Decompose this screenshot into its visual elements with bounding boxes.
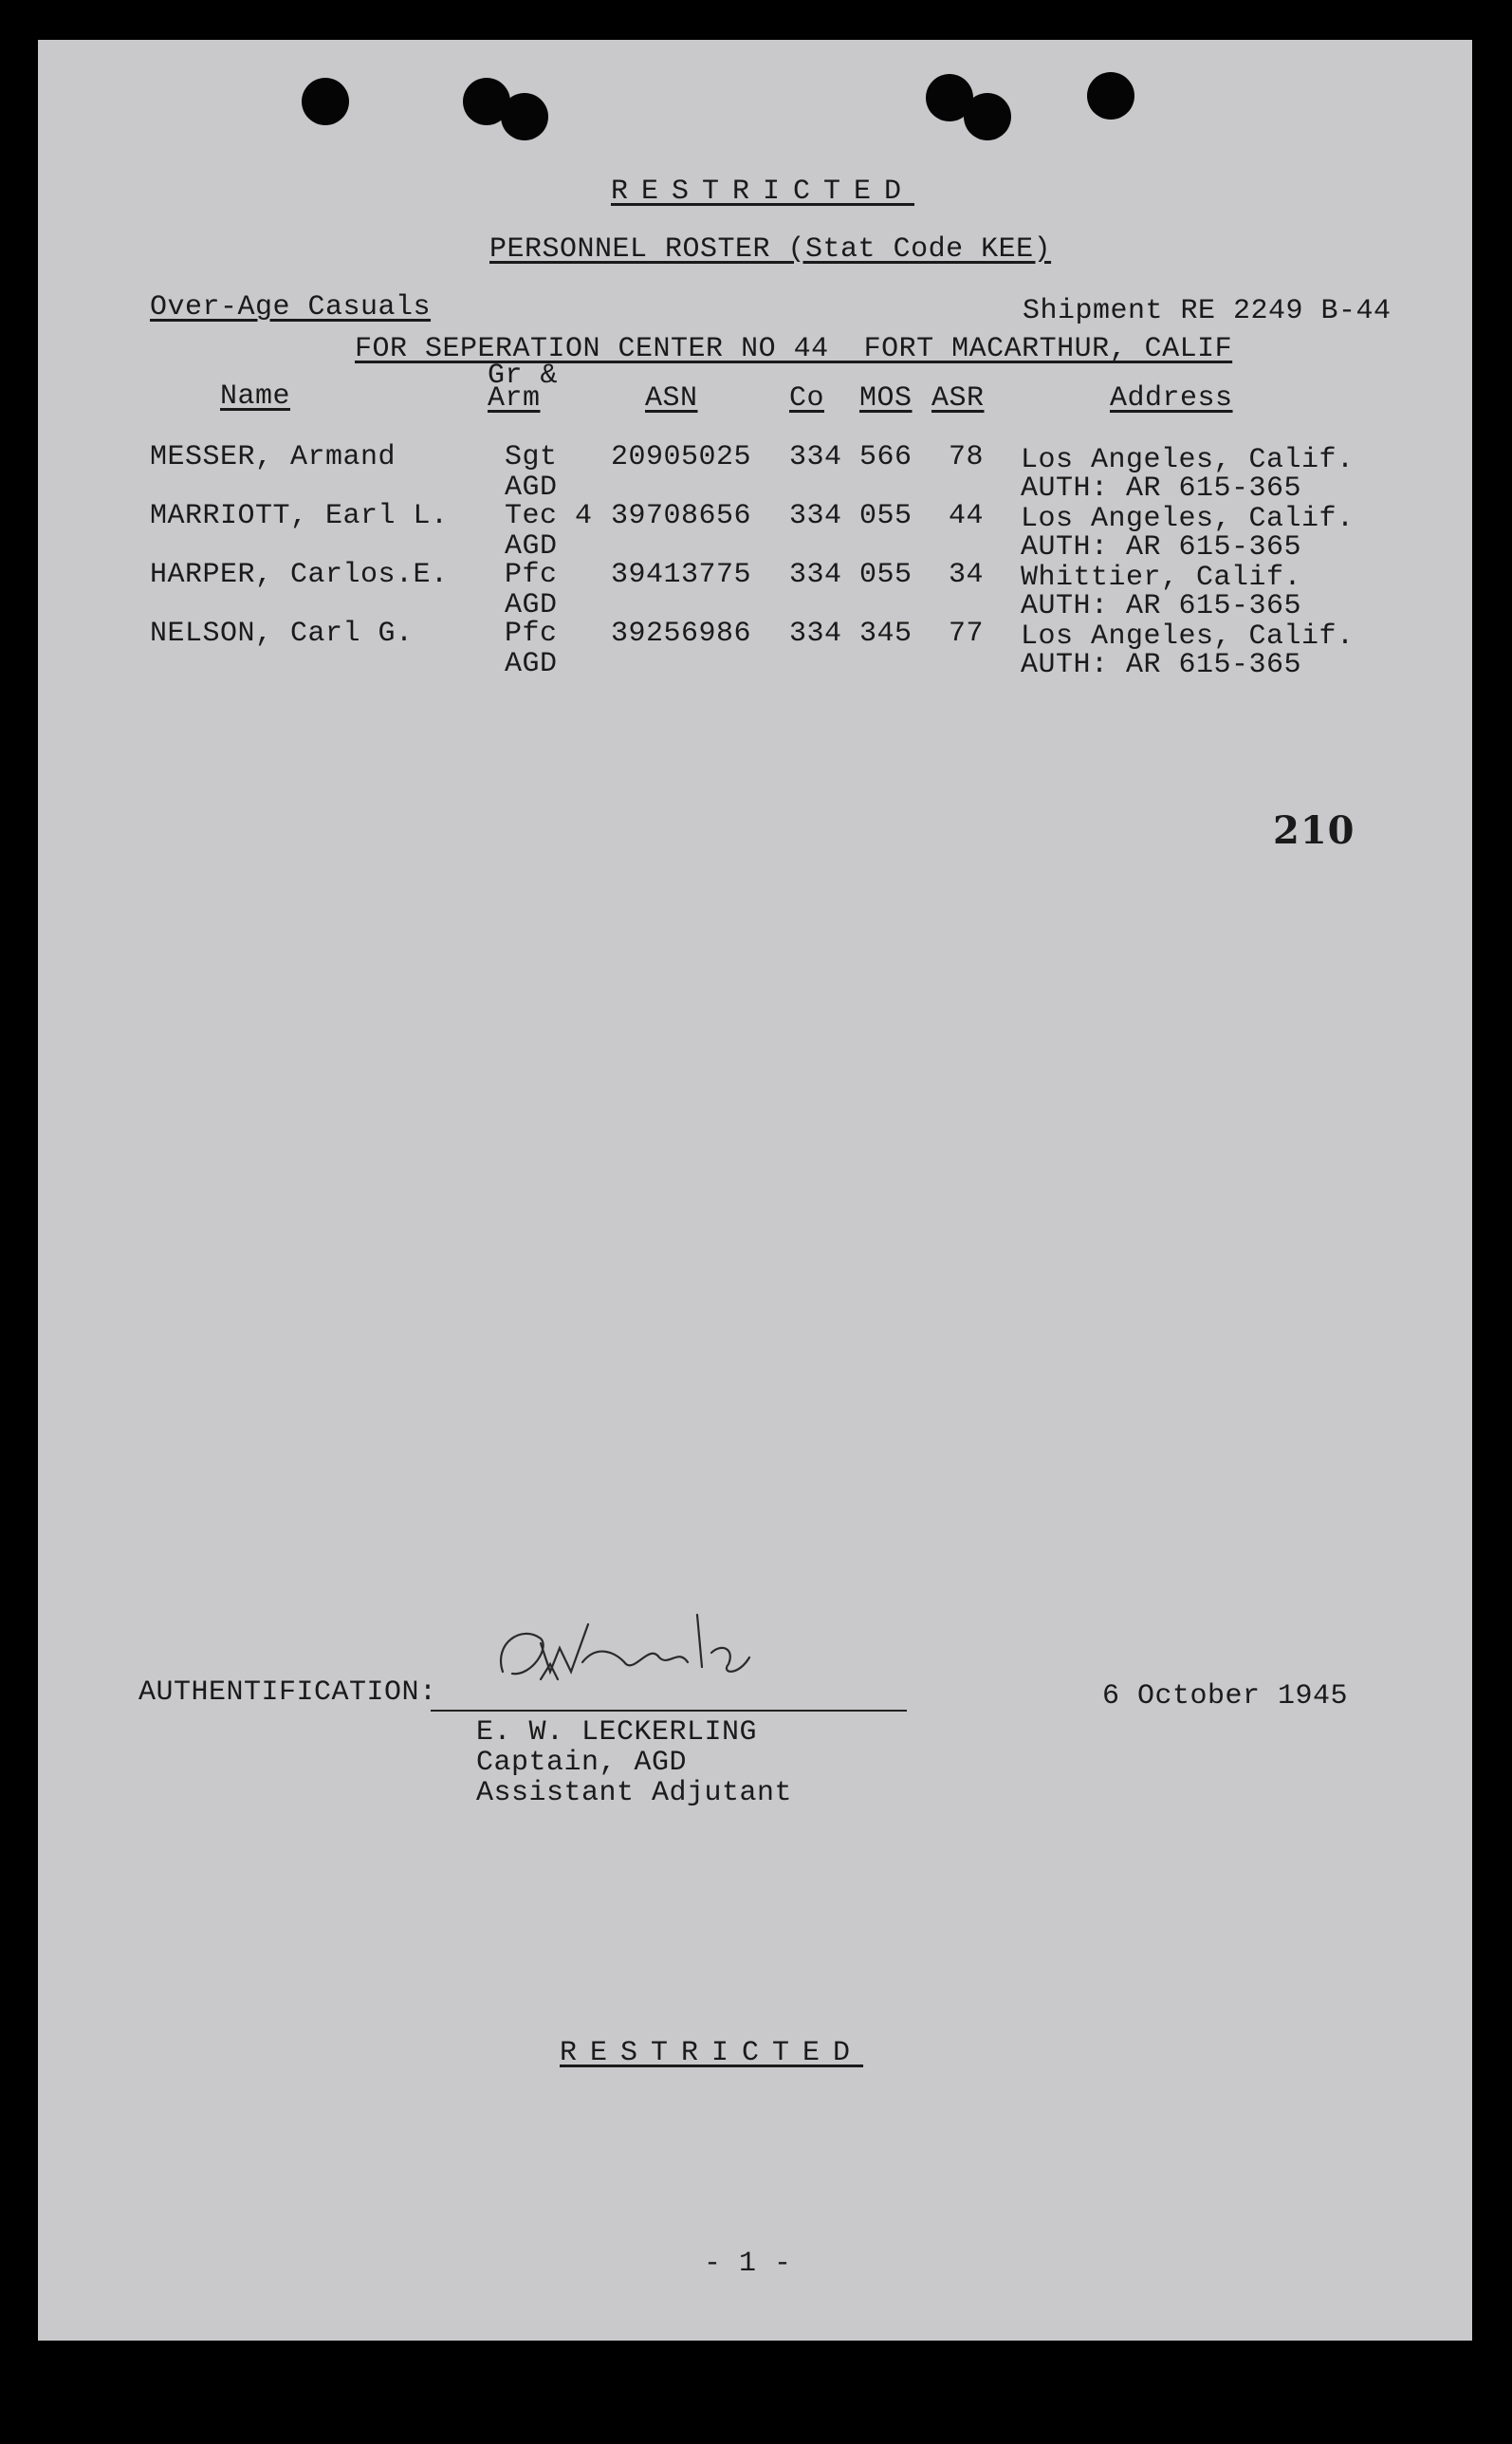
roster-title: PERSONNEL ROSTER (Stat Code KEE) [489,233,1052,266]
row-grade: Pfc [505,618,558,650]
row-asr: 77 [949,618,985,650]
column-header-gr-arm-line1: Gr & [488,360,559,392]
row-name: HARPER, Carlos.E. [150,559,449,591]
row-auth: AUTH: AR 615-365 [1021,531,1302,564]
row-arm: AGD [505,530,558,563]
row-asr: 44 [949,500,985,532]
row-grade: Tec 4 [505,500,593,532]
row-co: 334 [789,441,842,473]
signer-name: E. W. LECKERLING [476,1716,758,1749]
row-name: MARRIOTT, Earl L. [150,500,449,532]
row-co: 334 [789,618,842,650]
restricted-header: RESTRICTED [611,176,915,208]
row-address: Los Angeles, Calif. [1021,620,1355,653]
row-address: Whittier, Calif. [1021,562,1302,594]
row-mos: 055 [859,500,913,532]
document-page [38,40,1472,2341]
row-auth: AUTH: AR 615-365 [1021,649,1302,681]
row-address: Los Angeles, Calif. [1021,444,1355,476]
row-address: Los Angeles, Calif. [1021,503,1355,535]
punch-hole [501,93,548,140]
row-grade: Pfc [505,559,558,591]
row-asn: 39413775 [611,559,752,591]
destination-line: FOR SEPERATION CENTER NO 44 FORT MACARTHUR, CALIF [355,333,1233,365]
row-arm: AGD [505,589,558,621]
row-asr: 34 [949,559,985,591]
column-header-asn: ASN [645,382,698,415]
page-number: - 1 - [704,2248,792,2280]
punch-hole [302,78,349,125]
signature-mark [484,1605,806,1691]
column-header-gr-arm-line2: Arm [488,382,541,415]
signer-rank: Captain, AGD [476,1747,688,1779]
row-arm: AGD [505,472,558,504]
punch-hole [1087,72,1134,120]
row-mos: 345 [859,618,913,650]
column-header-address: Address [1110,382,1233,415]
column-header-co: Co [789,382,825,415]
authentication-label: AUTHENTIFICATION: [138,1676,437,1709]
row-mos: 566 [859,441,913,473]
row-grade: Sgt [505,441,558,473]
punch-hole [964,93,1011,140]
row-asr: 78 [949,441,985,473]
row-co: 334 [789,559,842,591]
row-asn: 39256986 [611,618,752,650]
authentication-date: 6 October 1945 [1102,1680,1349,1713]
signature-line [431,1710,907,1712]
row-co: 334 [789,500,842,532]
column-header-name: Name [220,380,291,413]
row-asn: 39708656 [611,500,752,532]
column-header-mos: MOS [859,382,913,415]
row-auth: AUTH: AR 615-365 [1021,472,1302,505]
row-name: MESSER, Armand [150,441,396,473]
column-header-asr: ASR [931,382,985,415]
stamped-page-number: 210 [1273,808,1355,853]
group-label: Over-Age Casuals [150,291,432,324]
row-asn: 20905025 [611,441,752,473]
signer-title: Assistant Adjutant [476,1777,793,1809]
row-name: NELSON, Carl G. [150,618,414,650]
row-mos: 055 [859,559,913,591]
restricted-footer: RESTRICTED [560,2037,864,2069]
row-auth: AUTH: AR 615-365 [1021,590,1302,622]
row-arm: AGD [505,648,558,680]
shipment-number: Shipment RE 2249 B-44 [1023,295,1392,327]
